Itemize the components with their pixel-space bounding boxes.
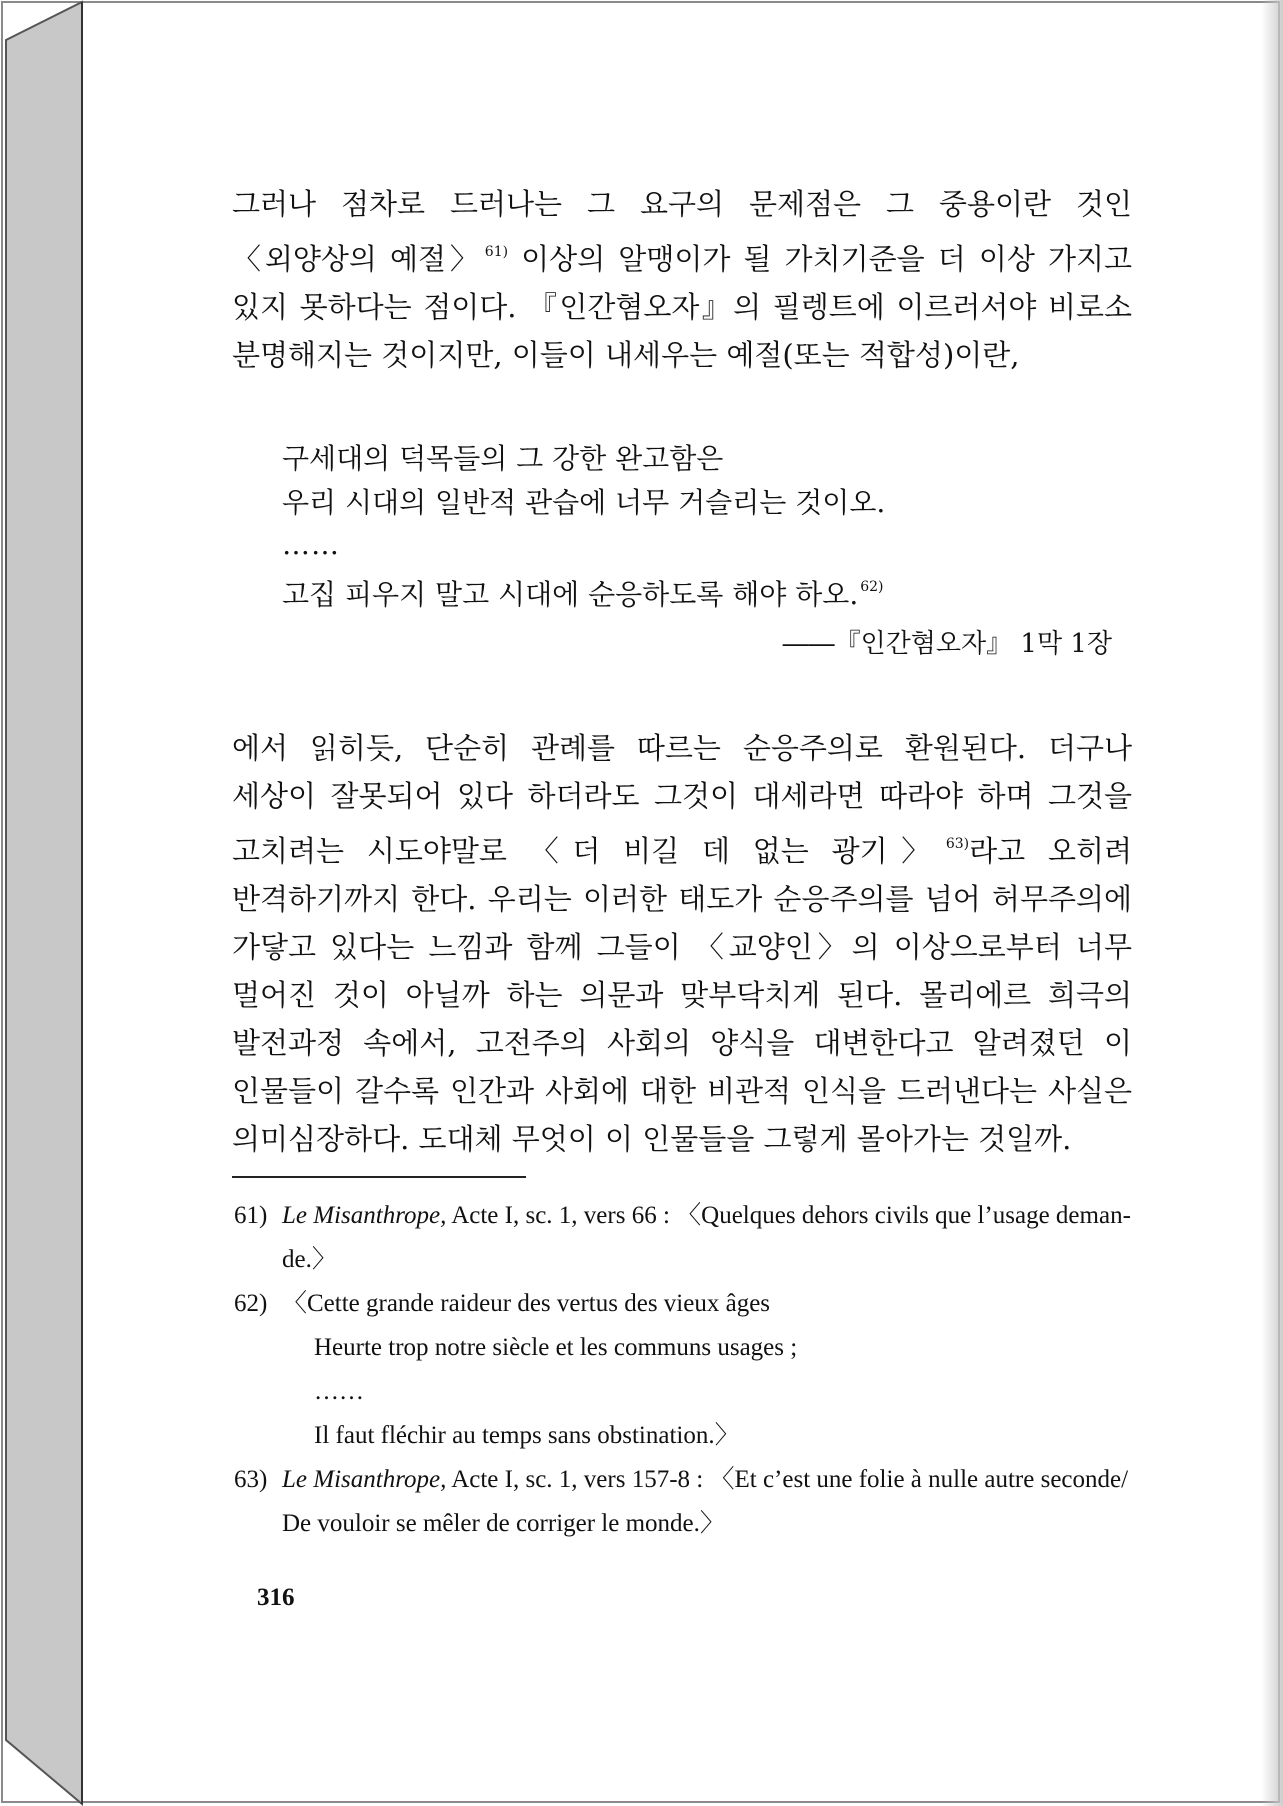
verse-line-3: 고집 피우지 말고 시대에 순응하도록 해야 하오. [282,578,859,611]
footnote-ref-61: 61) [484,244,509,260]
footnote-63-text-a: Acte I, sc. 1, vers 157-8 : 〈Et c’est une folie à nulle autre seconde/ [446,1466,1129,1493]
verse-quote [282,437,1122,659]
paragraph-1-rest: 이상의 알맹이가 될 가치기준을 더 이상 가지고 있지 못하다는 점이다. 『인간혐오자』의 필렝트에 이르러서야 비로소 분명해지는 것이지만, 이들이 내세우는 예절(또는 적합성)이란, [232,242,1132,372]
quote-source: ――『인간혐오자』 1막 1장 [782,629,1112,659]
footnote-62-number: 62) [234,1290,268,1317]
footnotes [232,1194,1132,1546]
paragraph-2 [232,724,1132,1163]
footnote-61-text-b: de.〉 [282,1246,337,1273]
footnote-ref-62: 62) [860,579,884,595]
footnote-62-line-3: Il faut fléchir au temps sans obstination.〉 [314,1422,740,1449]
verse-ellipsis: …… [282,528,340,561]
footnote-62-ellipsis: …… [314,1378,364,1405]
book-spine [0,0,90,1806]
paragraph-1 [232,180,1132,379]
footnote-62-line-1: 〈Cette grande raideur des vertus des vieux âges [282,1290,771,1317]
paragraph-2-text-a: 에서 읽히듯, 단순히 관례를 따르는 순응주의로 환원된다. 더구나 세상이 잘못되어 있다 하더라도 그것이 대세라면 따라야 하며 그것을 고치려는 시도야말로 〈더 비길 데 없는 광기〉 [232,731,1132,868]
footnote-62 [232,1282,1132,1458]
footnote-61-text-a: Acte I, sc. 1, vers 66 : 〈Quelques dehors civils que l’usage deman- [446,1202,1131,1229]
footnote-61-number: 61) [234,1202,268,1229]
page-number: 316 [257,1584,295,1611]
footnote-divider [232,1176,526,1178]
page-edge-shadow [1261,0,1283,1806]
paragraph-2-text-b: 라고 오히려 반격하기까지 한다. 우리는 이러한 태도가 순응주의를 넘어 허무주의에 가닿고 있다는 느낌과 함께 그들이 〈교양인〉의 이상으로부터 너무 멀어진 것이 아닐까 하는 의문과 맞부닥치게 된다. 몰리에르 희극의 발전과정 속에서, 고전주의 사회의 양식을 대변한다고 알려졌던 이 인물들이 갈수록 인간과 사회에 대한 비관적 인식을 드러낸다는 사실은 의미심장하다. 도대체 무엇이 이 인물들을 그렇게 몰아가는 것일까. [232,834,1132,1156]
footnote-ref-63: 63) [945,836,970,852]
footnote-61-title: Le Misanthrope, [282,1202,447,1229]
verse-line-1: 구세대의 덕목들의 그 강한 완고함은 [282,442,724,475]
verse-line-2: 우리 시대의 일반적 관습에 너무 거슬리는 것이오. [282,486,886,519]
footnote-63-title: Le Misanthrope, [282,1466,447,1493]
footnote-63-text-b: De vouloir se mêler de corriger le monde.〉 [282,1510,725,1537]
footnote-61 [232,1194,1132,1282]
footnote-63-number: 63) [234,1466,268,1493]
paragraph-1-text: 그러나 점차로 드러나는 그 요구의 문제점은 그 중용이란 것인 〈외양상의 예절〉 [232,187,1132,276]
footnote-63 [232,1458,1132,1546]
footnote-62-line-2: Heurte trop notre siècle et les communs usages ; [314,1334,798,1361]
